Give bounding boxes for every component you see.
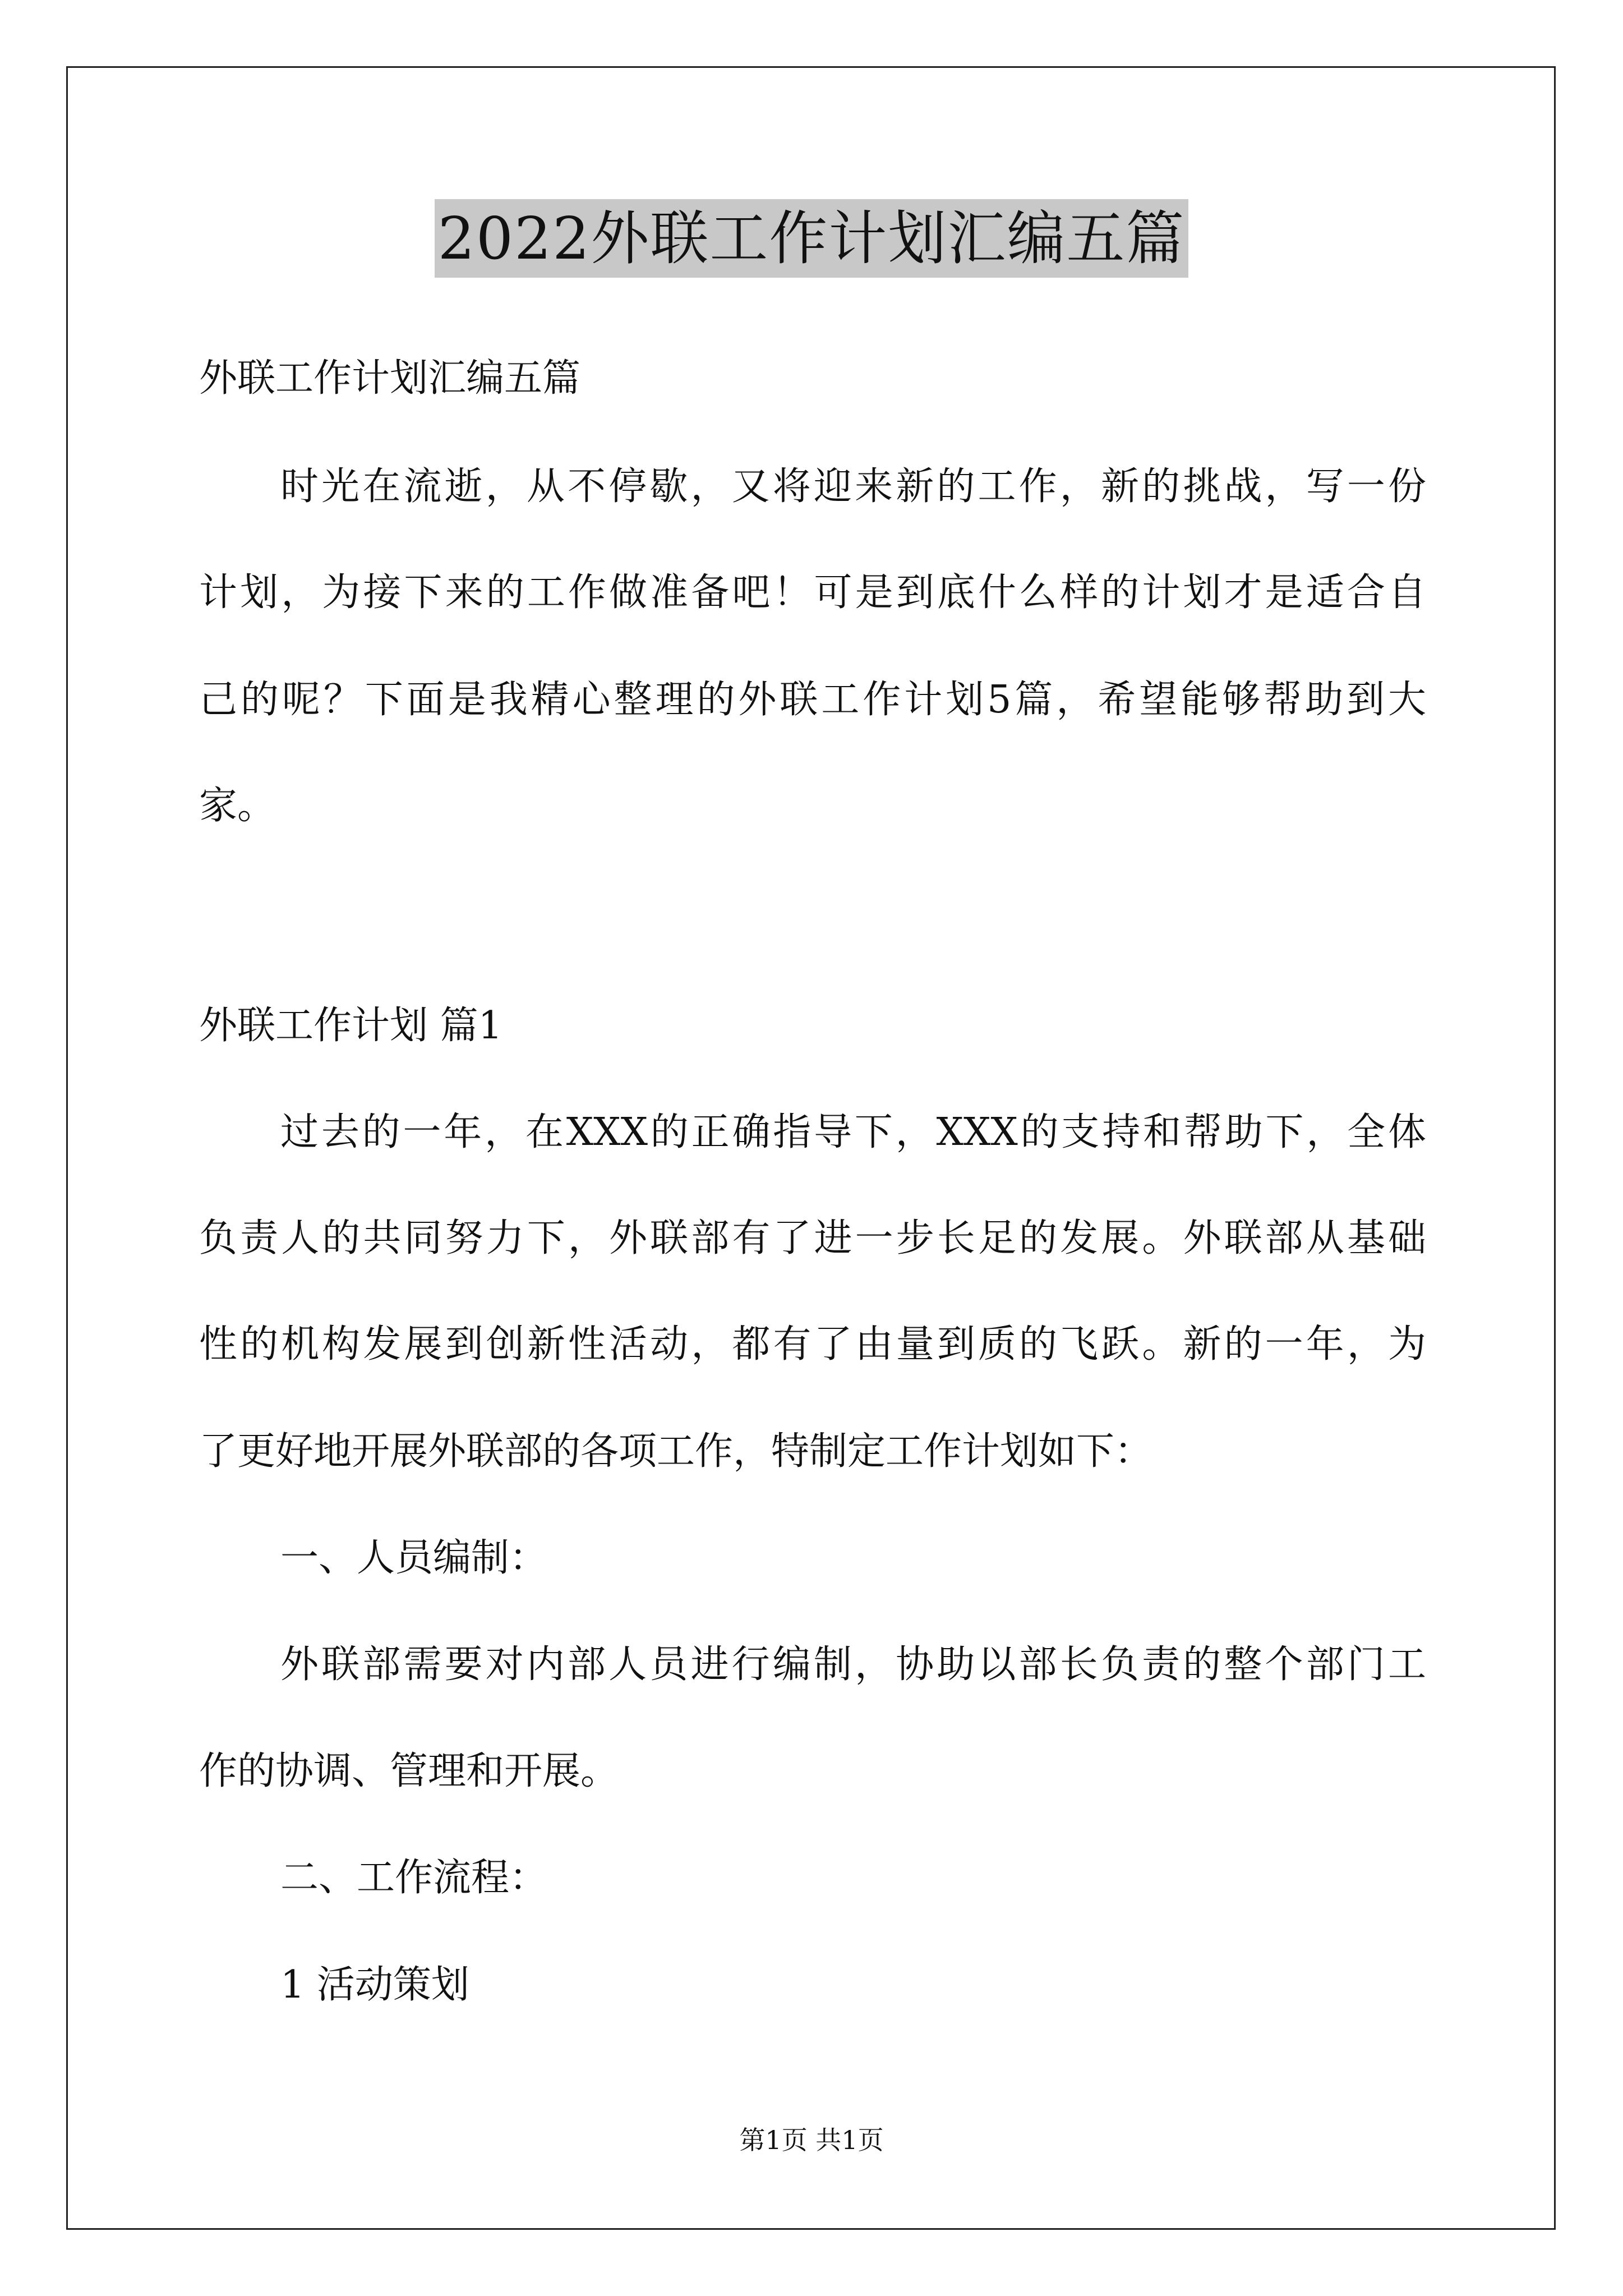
intro-line-3: 己的呢？下面是我精心整理的外联工作计划5篇，希望能够帮助到大 <box>199 678 1426 722</box>
item-one-line-1: 外联部需要对内部人员进行编制，协助以部长负责的整个部门工 <box>280 1642 1426 1687</box>
intro-line-1: 时光在流逝，从不停歇，又将迎来新的工作，新的挑战，写一份 <box>280 464 1426 509</box>
item-two-heading: 二、工作流程： <box>280 1856 548 1900</box>
document-title: 2022外联工作计划汇编五篇 <box>435 199 1189 278</box>
page-footer: 第1页 共1页 <box>739 2125 884 2155</box>
section-line-3: 性的机构发展到创新性活动，都有了由量到质的飞跃。新的一年，为 <box>199 1322 1426 1366</box>
item-two-subheading: 1 活动策划 <box>280 1963 469 2007</box>
section-line-2: 负责人的共同努力下，外联部有了进一步长足的发展。外联部从基础 <box>199 1216 1426 1260</box>
item-one-line-2: 作的协调、管理和开展。 <box>199 1749 619 1793</box>
section-heading: 外联工作计划 篇1 <box>199 1004 502 1048</box>
intro-line-4: 家。 <box>199 784 276 828</box>
title-container <box>0 199 1623 278</box>
section-line-1: 过去的一年，在XXX的正确指导下，XXX的支持和帮助下，全体 <box>280 1110 1426 1154</box>
document-subtitle: 外联工作计划汇编五篇 <box>199 356 581 401</box>
item-one-heading: 一、人员编制： <box>280 1536 548 1580</box>
section-line-4: 了更好地开展外联部的各项工作，特制定工作计划如下： <box>199 1429 1153 1474</box>
intro-line-2: 计划，为接下来的工作做准备吧！可是到底什么样的计划才是适合自 <box>199 570 1426 615</box>
